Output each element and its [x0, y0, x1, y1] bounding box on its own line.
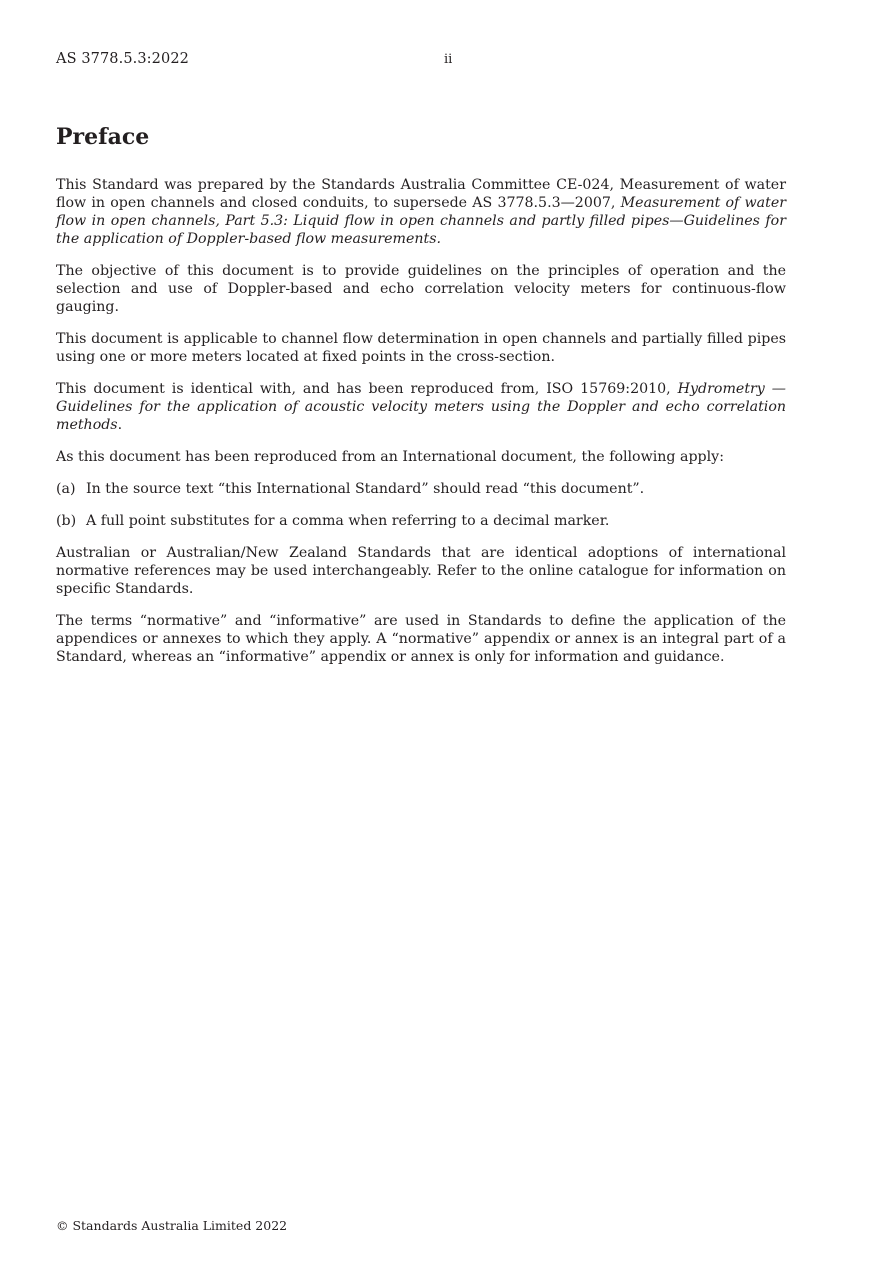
preface-body: [56, 176, 786, 680]
paragraph-committee-text: This Standard was prepared by the Standards Australia Committee CE-024, Measurement of water flow in open channels and closed conduits, to supersede AS 3778.5.3—2007,: [56, 177, 786, 211]
page-number: ii: [444, 52, 453, 67]
paragraph-iso-reference: [56, 380, 786, 434]
paragraph-apply-intro: As this document has been reproduced from an International document, the following apply:: [56, 449, 724, 465]
list-item-label: (b): [56, 513, 77, 529]
paragraph-adoptions: Australian or Australian/New Zealand Standards that are identical adoptions of international normative references may be used interchangeably. Refer to the online catalogue for information on specific Standards.: [56, 545, 786, 597]
list-item-text: In the source text “this International Standard” should read “this document”.: [86, 481, 645, 497]
superseded-title: Measurement of water flow in open channels, Part 5.3: Liquid flow in open channels and partly filled pipes—Guidelines for the application of Doppler-based flow measurements.: [56, 195, 786, 247]
paragraph-scope: This document is applicable to channel flow determination in open channels and partially filled pipes using one or more meters located at fixed points in the cross-section.: [56, 331, 786, 365]
list-item: [56, 480, 786, 498]
paragraph-iso-end: .: [117, 417, 123, 433]
iso-title: Hydrometry — Guidelines for the application of acoustic velocity meters using the Doppler and echo correlation methods: [56, 381, 786, 433]
paragraph-objective: The objective of this document is to provide guidelines on the principles of operation and the selection and use of Doppler-based and echo correlation velocity meters for continuous-flow gauging.: [56, 263, 786, 315]
copyright-footer: © Standards Australia Limited 2022: [56, 1218, 288, 1233]
list-item-label: (a): [56, 481, 76, 497]
document-id: AS 3778.5.3:2022: [56, 51, 189, 67]
paragraph-committee: [56, 176, 786, 248]
paragraph-normative: The terms “normative” and “informative” are used in Standards to define the application of the appendices or annexes to which they apply. A “normative” appendix or annex is an integral part of a Standard, whereas an “informative” appendix or annex is only for information and guidance.: [56, 613, 786, 665]
paragraph-iso-text: This document is identical with, and has been reproduced from, ISO 15769:2010,: [56, 381, 678, 397]
list-item: [56, 512, 786, 530]
list-item-text: A full point substitutes for a comma when referring to a decimal marker.: [86, 513, 610, 529]
page-title: Preface: [56, 124, 150, 150]
